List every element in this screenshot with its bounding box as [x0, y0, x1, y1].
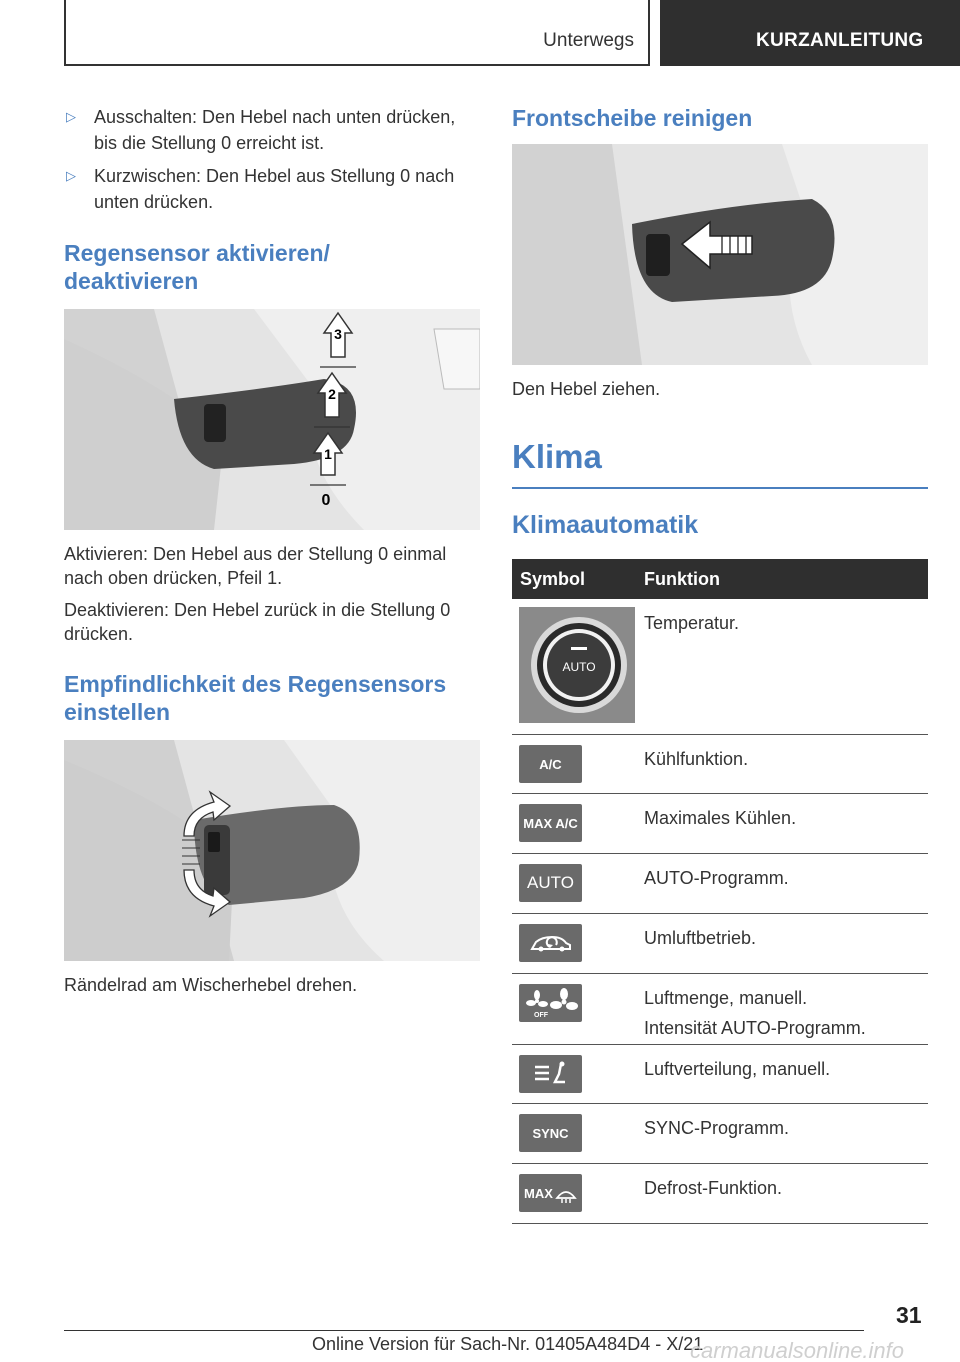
wiper-lever-pull-image — [512, 144, 928, 365]
position-label: 2 — [328, 386, 336, 402]
climate-divider — [512, 487, 928, 489]
function-text: Luftmenge, manuell. Intensität AUTO-Programm. — [644, 988, 866, 1038]
table-row — [512, 854, 928, 914]
sync-button-icon: SYNC — [519, 1114, 582, 1152]
sensitivity-illustration — [64, 740, 480, 961]
fan-icon — [519, 984, 582, 1022]
rain-sensor-illustration — [64, 309, 480, 530]
max-defrost-icon: MAX — [519, 1174, 582, 1212]
bullet-text: Ausschalten: Den Hebel nach unten drücken, bis die Stellung 0 erreicht ist. — [94, 107, 456, 153]
footer-divider — [64, 1330, 864, 1331]
climate-symbol-table — [512, 559, 928, 1224]
sensitivity-heading: Empfindlichkeit des Regensensors einstellen — [64, 671, 447, 725]
table-header — [512, 559, 928, 599]
windshield-heading: Frontscheibe reinigen — [512, 105, 753, 131]
ac-button-icon: A/C — [519, 745, 582, 783]
table-row — [512, 914, 928, 974]
table-row — [512, 1164, 928, 1224]
table-row — [512, 794, 928, 854]
header-section-label: Unterwegs — [543, 30, 634, 51]
climate-heading: Klima — [512, 438, 602, 475]
rain-sensor-deactivate-text: Deaktivieren: Den Hebel zurück in die Stellung 0 drücken. — [64, 600, 451, 644]
header-chapter-label: KURZANLEITUNG — [756, 30, 924, 51]
right-column — [512, 100, 928, 1224]
function-text: SYNC-Programm. — [644, 1118, 790, 1138]
triangle-bullet-icon: ▷ — [66, 168, 76, 183]
rain-sensor-heading: Regensensor aktivieren/ deaktivieren — [64, 240, 330, 294]
page-number: 31 — [896, 1302, 922, 1328]
function-text: Defrost-Funktion. — [644, 1178, 783, 1198]
bullet-text: Kurzwischen: Den Hebel aus Stellung 0 nach unten drücken. — [94, 166, 455, 212]
auto-button-icon: AUTO — [519, 864, 582, 902]
function-text: Kühlfunktion. — [644, 749, 749, 769]
position-label: 1 — [324, 446, 332, 462]
rain-sensor-activate-text: Aktivieren: Den Hebel aus der Stellung 0 einmal nach oben drücken, Pfeil 1. — [64, 544, 447, 588]
online-version-text: Online Version für Sach-Nr. 01405A484D4 - X/21 — [312, 1334, 704, 1354]
bullet-item — [64, 104, 480, 156]
air-distribution-icon — [519, 1055, 582, 1093]
function-text: Luftverteilung, manuell. — [644, 1059, 831, 1079]
watermark: carmanualsonline.info — [690, 1338, 905, 1362]
windshield-illustration — [512, 144, 928, 365]
sensitivity-text: Rändelrad am Wischerhebel drehen. — [64, 975, 358, 995]
position-label: 3 — [334, 326, 342, 342]
table-row — [512, 974, 928, 1045]
table-row — [512, 1104, 928, 1164]
bullet-item — [64, 163, 480, 215]
symbol-column-header: Symbol — [520, 569, 586, 589]
triangle-bullet-icon: ▷ — [66, 109, 76, 124]
function-text: Temperatur. — [644, 613, 740, 633]
position-label: 0 — [321, 492, 331, 509]
table-row — [512, 599, 928, 735]
header-section-box — [64, 0, 650, 66]
wiper-knurled-wheel-image — [64, 740, 480, 961]
max-ac-button-icon: MAX A/C — [519, 804, 582, 842]
knob-label: AUTO — [562, 660, 596, 674]
table-row — [512, 1045, 928, 1104]
wiper-lever-up-image — [64, 309, 480, 530]
car-recirculation-icon — [519, 924, 582, 962]
function-text: AUTO-Programm. — [644, 868, 789, 888]
function-text: Umluftbetrieb. — [644, 928, 757, 948]
windshield-text: Den Hebel ziehen. — [512, 379, 661, 399]
left-column — [64, 100, 480, 997]
climate-subtitle: Klimaautomatik — [512, 511, 699, 539]
temperature-knob-icon — [519, 607, 635, 728]
function-column-header: Funktion — [644, 569, 720, 589]
table-row — [512, 735, 928, 794]
svg-text:OFF: OFF — [533, 1012, 548, 1018]
header-chapter-box — [660, 0, 960, 66]
function-text: Maximales Kühlen. — [644, 808, 797, 828]
